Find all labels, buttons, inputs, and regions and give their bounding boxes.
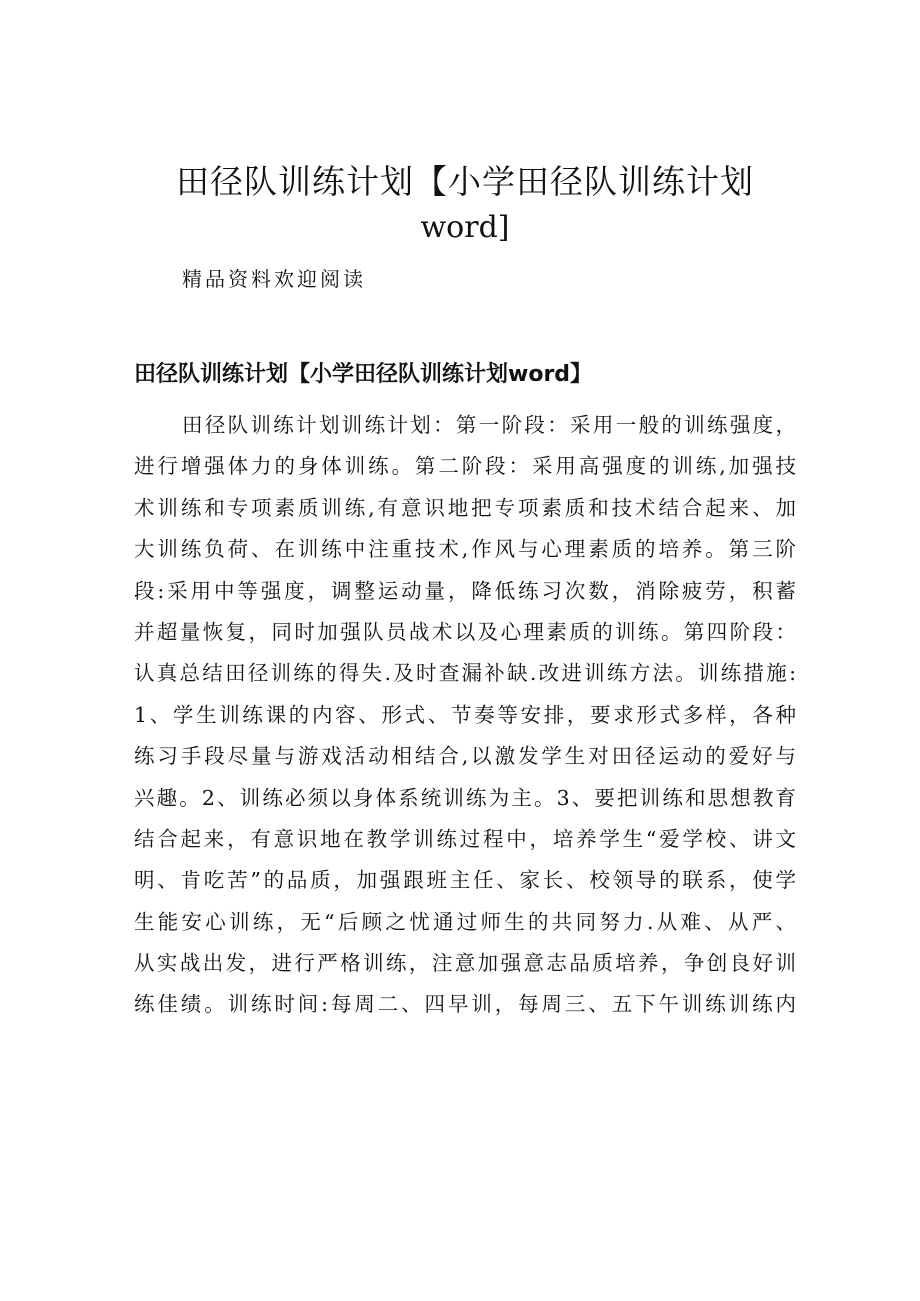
body-line: 明、肯吃苦”的品质，加强跟班主任、家长、校领导的联系，使学 [134, 868, 796, 893]
body-paragraph [134, 405, 796, 1026]
section-heading: 田径队训练计划【小学田径队训练计划word】 [134, 362, 593, 387]
body-line: 大训练负荷、在训练中注重技术,作风与心理素质的培养。第三阶 [134, 537, 796, 562]
document-title-continuation: word] [420, 210, 510, 245]
body-line: 结合起来，有意识地在教学训练过程中，培养学生“爱学校、讲文 [134, 826, 796, 851]
body-line: 认真总结田径训练的得失.及时查漏补缺.改进训练方法。训练措施: [134, 661, 796, 686]
body-line: 生能安心训练，无“后顾之忧通过师生的共同努力.从难、从严、 [134, 909, 796, 934]
body-line: 进行增强体力的身体训练。第二阶段：采用高强度的训练,加强技 [134, 454, 796, 479]
body-line: 术训练和专项素质训练,有意识地把专项素质和技术结合起来、加 [134, 495, 796, 520]
body-line: 1、学生训练课的内容、形式、节奏等安排，要求形式多样，各种 [134, 702, 796, 727]
body-line: 练习手段尽量与游戏活动相结合,以激发学生对田径运动的爱好与 [134, 744, 796, 769]
body-line: 兴趣。2、训练必须以身体系统训练为主。3、要把训练和思想教育 [134, 785, 796, 810]
body-line: 田径队训练计划训练计划：第一阶段：采用一般的训练强度， [182, 413, 796, 437]
body-line: 练佳绩。训练时间:每周二、四早训，每周三、五下午训练训练内 [134, 992, 796, 1017]
body-line: 并超量恢复，同时加强队员战术以及心理素质的训练。第四阶段： [134, 619, 796, 644]
body-line: 从实战出发，进行严格训练，注意加强意志品质培养，争创良好训 [134, 951, 796, 976]
body-line: 段:采用中等强度，调整运动量，降低练习次数，消除疲劳，积蓄 [134, 578, 796, 603]
document-title: 田径队训练计划【小学田径队训练计划 [176, 162, 754, 201]
document-subtitle: 精品资料欢迎阅读 [182, 267, 366, 291]
